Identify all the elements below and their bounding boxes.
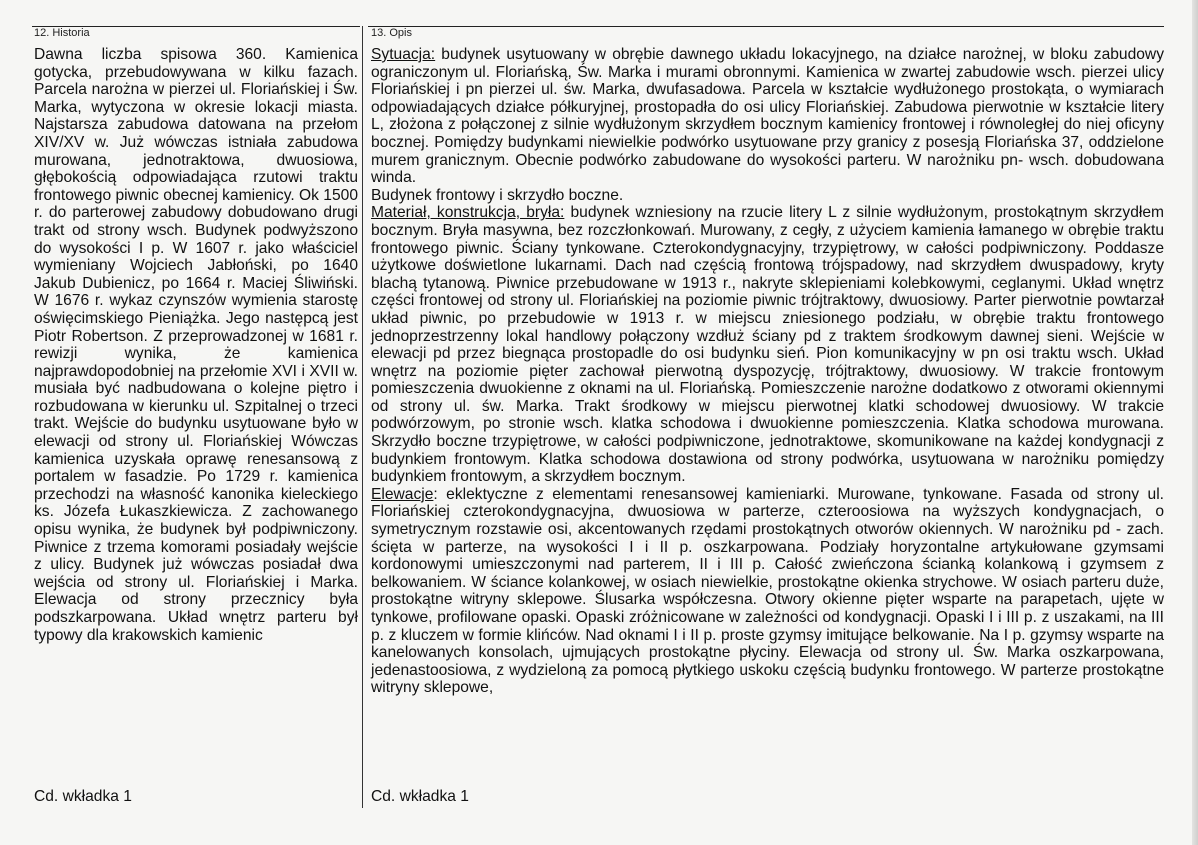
- left-footer: Cd. wkładka 1: [34, 788, 132, 805]
- material-text: budynek wzniesiony na rzucie litery L z silnie wydłużonym, prostokątnym skrzydłem bocznym. Bryła masywna, bez rozczłonkowań. Murowany, z cegły, z użyciem kamienia łamanego w obrębie traktu frontowego piwnic. Ściany tynkowane. Czterokondygnacyjny, trzypiętrowy, w całości podpiwniczony. Poddasze użytkowe doświetlone lukarnami. Dach nad częścią frontową trójspadowy, nad skrzydłem dwuspadowy, kryty blachą tytanową. Piwnice przebudowane w 1913 r., nakryte sklepieniami kolebkowymi, ceglanymi. Układ wnętrz części frontowej od strony ul. Floriańskiej na poziomie piwnic trójtraktowy, dwuosiowy. Parter pierwotnie powtarzał układ piwnic, po przebudowie w 1913 r. w miejscu zniesionego podziału, w obrębie traktu frontowego jednoprzestrzenny lokal handlowy połączony wzdłuż ściany pd z traktem środkowym dawnej sieni. Wejście w elewacji pd przez biegnąca prostopadle do osi budynku sień. Pion komunikacyjny w pn osi traktu wsch. Układ wnętrz na poziomie pięter zachował pierwotną dyspozycję, trójtraktowy, dwuosiowy. W trakcie frontowym pomieszczenia dwuokienne z oknami na ul. Floriańską. Pomieszczenie narożne dodatkowo z otworami okiennymi od strony ul. św. Marka. Trakt środkowy w miejscu pierwotnej klatki schodowej dwuosiowy. W trakcie podwórzowym, po stronie wsch. klatka schodowa i dwuokienne pomieszczenia. Klatka schodowa murowana. Skrzydło boczne trzypiętrowe, w całości podpiwniczone, jednotraktowe, skomunikowane na każdej kondygnacji z budynkiem frontowym. Klatka schodowa dostawiona od strony podwórka, usytuowana w narożniku pomiędzy budynkiem frontowym, a skrzydłem bocznym.: [371, 204, 1164, 486]
- description-text: [371, 46, 1164, 697]
- elevations-paragraph: [371, 486, 1164, 697]
- situation-paragraph: [371, 46, 1164, 187]
- right-column-header: 13. Opis: [371, 27, 412, 39]
- page-edge: [1192, 0, 1198, 845]
- right-footer: Cd. wkładka 1: [371, 788, 469, 805]
- situation-line2: Budynek frontowy i skrzydło boczne.: [371, 186, 624, 204]
- history-paragraph: Dawna liczba spisowa 360. Kamienica gotycka, przebudowywana w kilku fazach. Parcela narożna w pierzei ul. Floriańskiej i Św. Marka, wytyczona w okresie lokacji miasta. Najstarsza zabudowa datowana na przełom XIV/XV w. Już wówczas istniała zabudowa murowana, jednotraktowa, dwuosiowa, głębokością odpowiadająca rzutowi traktu frontowego piwnic obecnej kamienicy. Ok 1500 r. do parterowej zabudowy dobudowano drugi trakt od strony wsch. Budynek podwyższono do wysokości I p. W 1607 r. jako właściciel wymieniany Wojciech Jabłoński, po 1640 Jakub Dubienicz, po 1664 r. Maciej Śliwiński. W 1676 r. wykaz czynszów wymienia starostę oświęcimskiego Pieniążka. Jego następcą jest Piotr Robertson. Z przeprowadzonej w 1681 r. rewizji wynika, że kamienica najprawdopodobniej na przełomie XVI i XVII w. musiała być nadbudowana o kolejne piętro i rozbudowana w kierunku ul. Szpitalnej o trzeci trakt. Wejście do budynku usytuowane było w elewacji od strony ul. Floriańskiej Wówczas kamienica uzyskała oprawę renesansową z portalem w fasadzie. Po 1729 r. kamienica przechodzi na własność kanonika kieleckiego ks. Józefa Łukaszkiewicza. Z zachowanego opisu wynika, że budynek był podpiwniczony. Piwnice z trzema komorami posiadały wejście z ulicy. Budynek już wówczas posiadał dwa wejścia od strony ul. Floriańskiej i Marka. Elewacja od strony przecznicy była podszkarpowana. Układ wnętrz parteru był typowy dla krakowskich kamienic: [34, 46, 358, 644]
- elevations-text: : eklektyczne z elementami renesansowej kamieniarki. Murowane, tynkowane. Fasada od strony ul. Floriańskiej czterokondygnacyjna, dwuosiowa w parterze, czteroosiowa na wyższych kondygnacjach, o symetrycznym rozstawie osi, akcentowanych rzędami prostokątnych otworów okiennych. W narożniku pd - zach. ścięta w parterze, na wysokości I i II p. oszkarpowana. Podziały horyzontalne artykułowane gzymsami kordonowymi umieszczonymi nad parterem, II i III p. Całość zwieńczona ścianką kolankową i gzymsem z belkowaniem. W ściance kolankowej, w osiach niewielkie, prostokątne okienka strychowe. W osiach parteru duże, prostokątne witryny sklepowe. Ślusarka współczesna. Otwory okienne pięter wsparte na parapetach, ujęte w tynkowe, profilowane opaski. Opaski zróżnicowane w zależności od kondygnacji. Opaski I i III p. z uszakami, na III p. z kluczem w formie klińców. Nad oknami I i II p. proste gzymsy imitujące belkowanie. Na I p. gzymsy wsparte na kanelowanych konsolach, ujmujących prostokątne płyciny. Elewacja od strony ul. Św. Marka oszkarpowana, jedenastoosiowa, z wydzieloną za pomocą płytkiego uskoku częścią budynku frontowego. W parterze prostokątne witryny sklepowe,: [371, 485, 1164, 697]
- material-paragraph: [371, 204, 1164, 486]
- material-label: Materiał, konstrukcja, bryła:: [371, 204, 565, 222]
- situation-text: budynek usytuowany w obrębie dawnego układu lokacyjnego, na działce narożnej, w bloku zabudowy ograniczonym ul. Floriańską, Św. Marka i murami obronnymi. Kamienica w zwartej zabudowie wsch. pierzei ulicy Floriańskiej i pn pierzei ul. św. Marka, dwufasadowa. Parcela w kształcie wydłużonego prostokąta, o wymiarach odpowiadających działce półkuryjnej, prostopadła do osi ulicy Floriańskiej. Zabudowa pierwotnie w kształcie litery L, złożona z połączonej z silnie wydłużonym skrzydłem bocznym kamienicy frontowej i równoległej do niej oficyny bocznej. Pomiędzy budynkami niewielkie podwórko usytuowane przy granicy z posesją Floriańska 37, oddzielone murem granicznym. Obecnie podwórko zabudowane do wysokości parteru. W narożniku pn- wsch. dobudowana winda.: [371, 46, 1164, 187]
- history-text: [34, 46, 358, 644]
- situation-label: Sytuacja:: [371, 46, 436, 63]
- column-divider: [362, 26, 363, 808]
- left-column-header: 12. Historia: [34, 27, 90, 39]
- right-column-rule: [368, 26, 1164, 27]
- elevations-label: Elewacje: [371, 485, 434, 503]
